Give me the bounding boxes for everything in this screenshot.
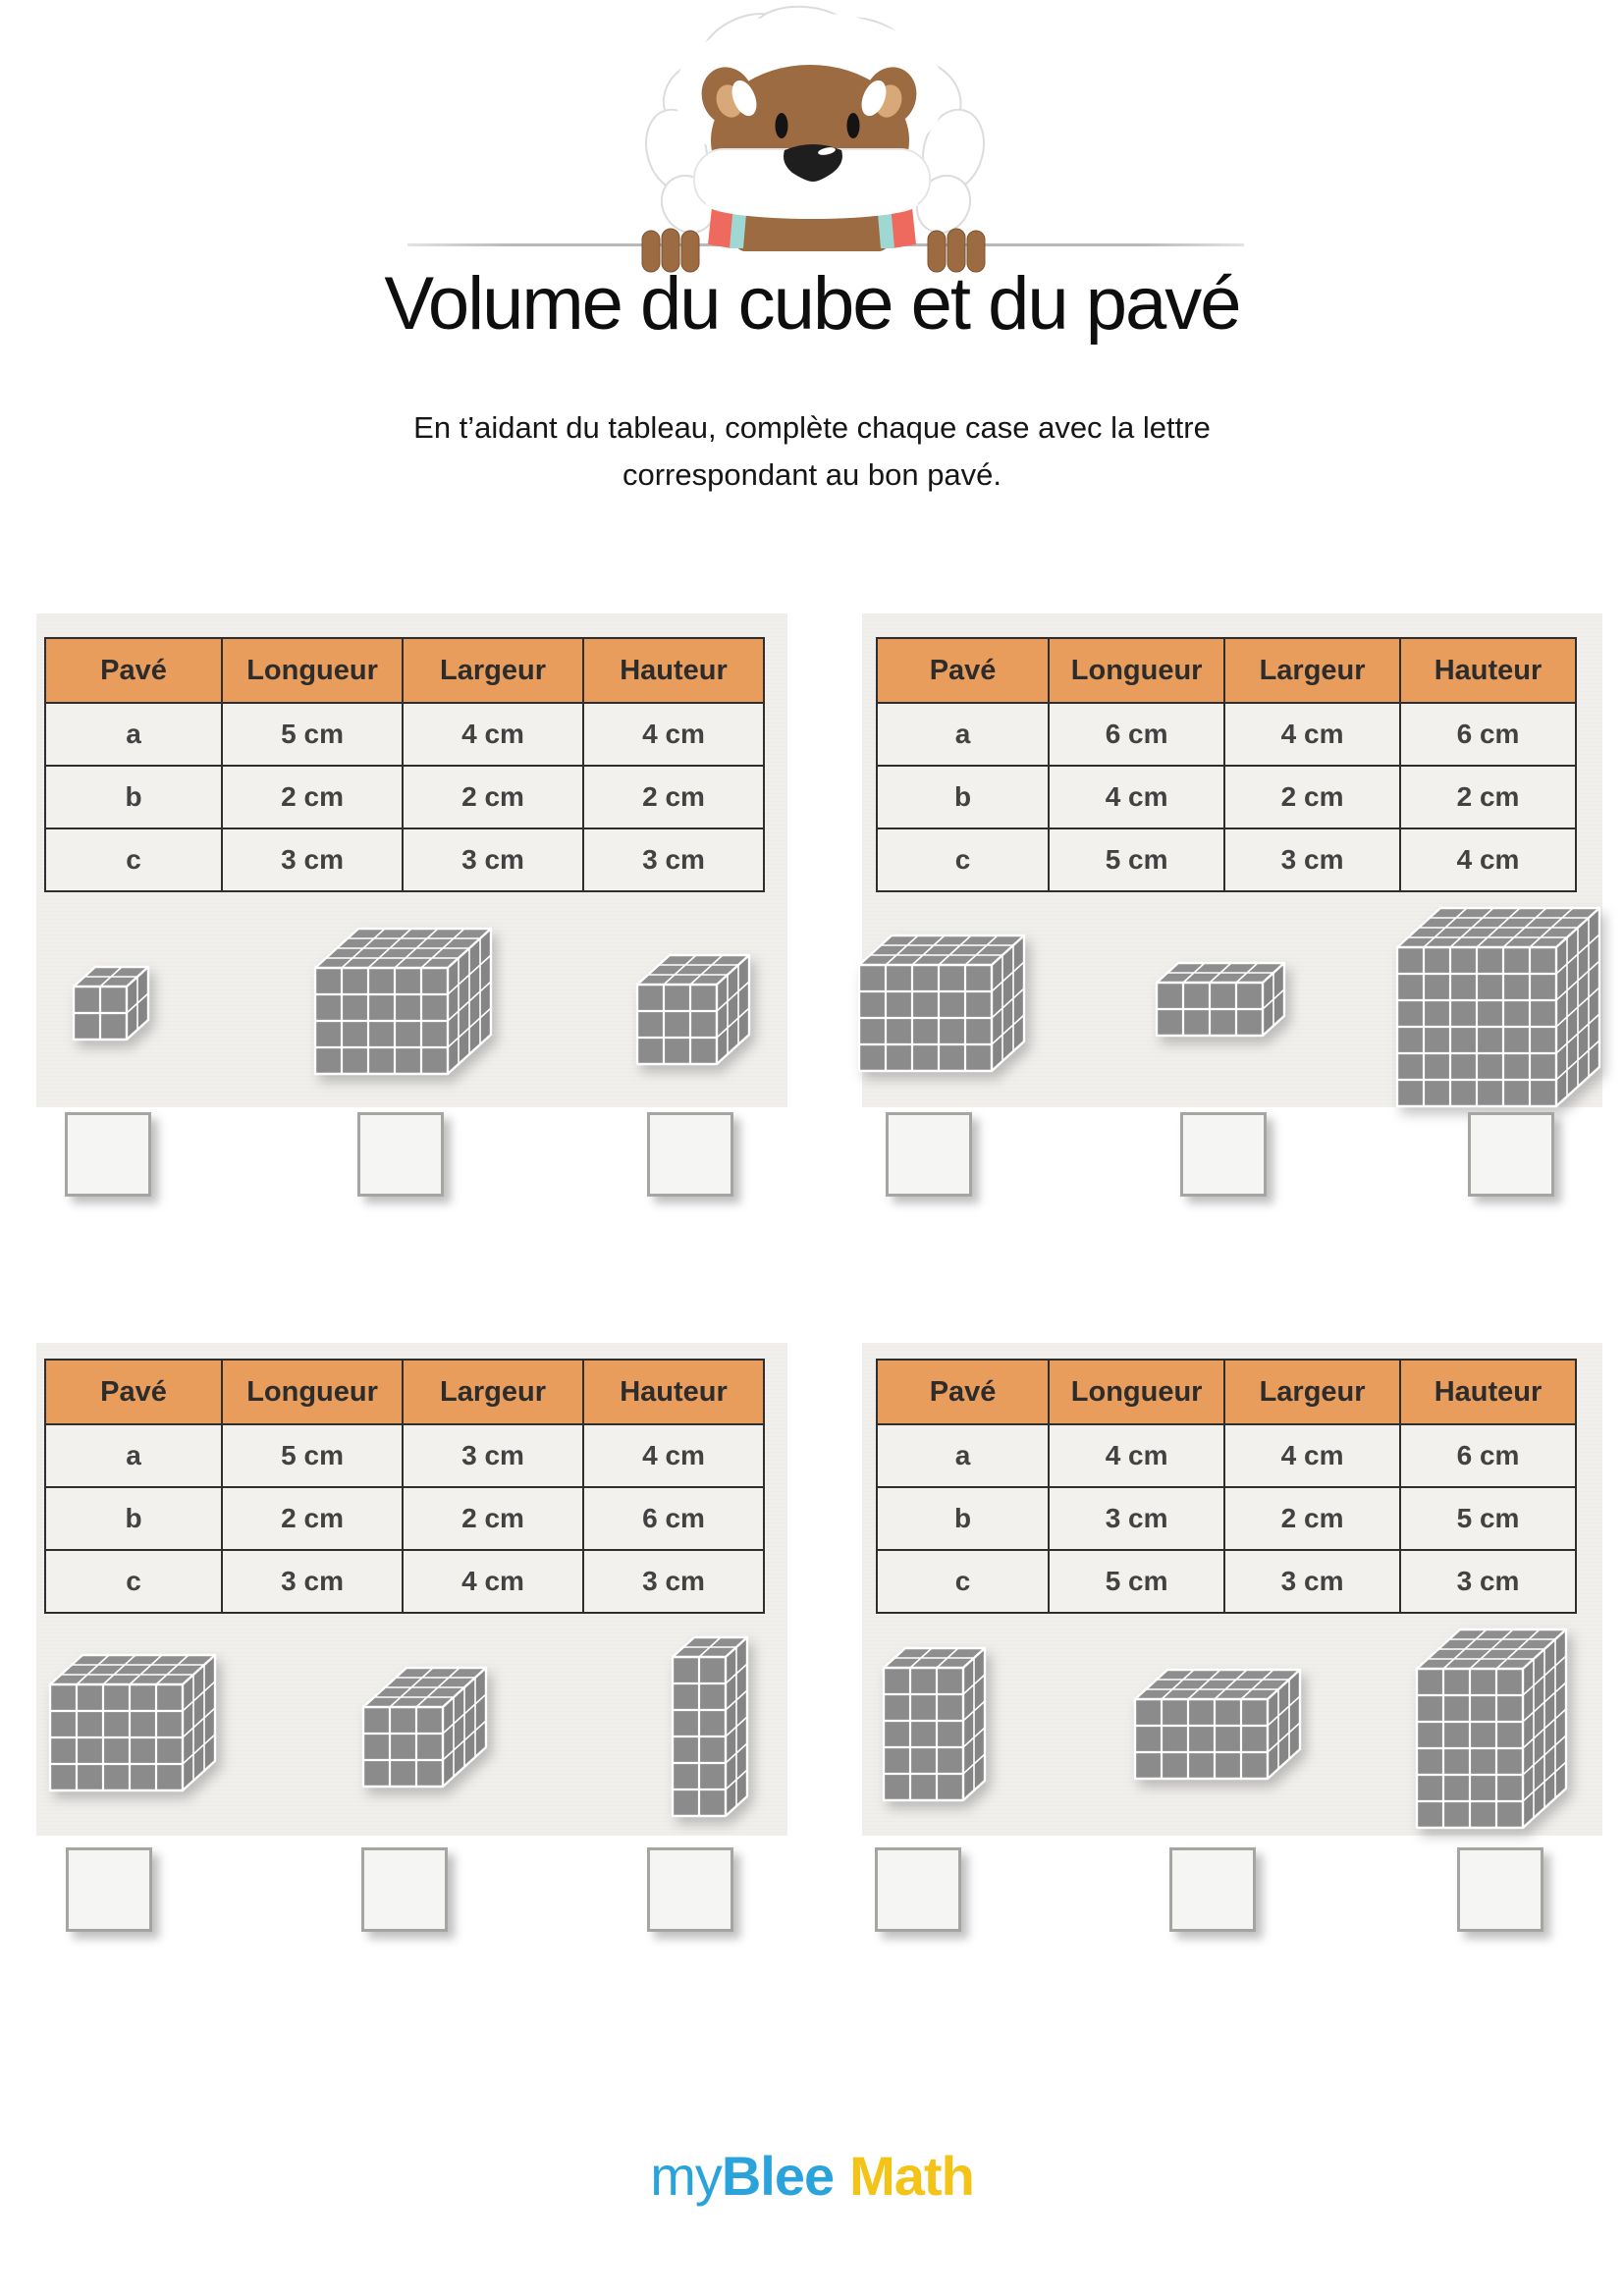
col-header-longueur: Longueur [222,638,403,703]
col-header-pave: Pavé [45,638,222,703]
largeur-value: 4 cm [1224,1424,1400,1487]
answer-box[interactable] [647,1847,733,1932]
longueur-value: 4 cm [1049,1424,1224,1487]
cuboid-figure [1154,960,1287,1039]
largeur-value: 3 cm [403,828,583,891]
answer-box[interactable] [1180,1112,1267,1197]
col-header-longueur: Longueur [1049,638,1224,703]
cuboid-figure [1394,905,1602,1109]
largeur-value: 2 cm [403,766,583,828]
answer-box[interactable] [1169,1847,1256,1932]
longueur-value: 4 cm [1049,766,1224,828]
pave-label: a [877,703,1049,766]
table-row [877,766,1576,828]
table-row [45,828,764,891]
col-header-longueur: Longueur [222,1360,403,1424]
answer-box[interactable] [1468,1112,1554,1197]
largeur-value: 3 cm [403,1424,583,1487]
table-row [877,703,1576,766]
col-header-hauteur: Hauteur [1400,638,1576,703]
table-row [45,766,764,828]
longueur-value: 3 cm [222,1550,403,1613]
dog-eye-right [847,113,860,138]
pave-label: b [877,1487,1049,1550]
col-header-longueur: Longueur [1049,1360,1224,1424]
hauteur-value: 3 cm [1400,1550,1576,1613]
cuboid-figure [881,1645,988,1803]
longueur-value: 5 cm [222,1424,403,1487]
hauteur-value: 5 cm [1400,1487,1576,1550]
pave-label: c [45,828,222,891]
answer-box[interactable] [65,1112,151,1197]
header-row [877,1360,1576,1424]
answer-box[interactable] [886,1112,972,1197]
largeur-value: 3 cm [1224,1550,1400,1613]
dimensions-table-4 [876,1359,1577,1614]
pave-label: b [45,1487,222,1550]
longueur-value: 6 cm [1049,703,1224,766]
table-row [45,703,764,766]
largeur-value: 2 cm [1224,1487,1400,1550]
dog-mascot [637,3,997,278]
hauteur-value: 6 cm [1400,703,1576,766]
hauteur-value: 6 cm [583,1487,764,1550]
cuboid-figure [856,933,1027,1074]
longueur-value: 3 cm [1049,1487,1224,1550]
cuboid-figure [360,1665,489,1789]
pave-label: b [45,766,222,828]
cuboid-figure [312,926,494,1077]
largeur-value: 4 cm [403,1550,583,1613]
hauteur-value: 4 cm [583,703,764,766]
answer-box[interactable] [1457,1847,1543,1932]
hauteur-value: 4 cm [583,1424,764,1487]
logo-my: my [650,2145,722,2207]
cuboid-figure [71,964,151,1042]
table-row [45,1424,764,1487]
hauteur-value: 6 cm [1400,1424,1576,1487]
answer-box[interactable] [66,1847,152,1932]
dimensions-table-3 [44,1359,765,1614]
largeur-value: 4 cm [1224,703,1400,766]
answer-box[interactable] [357,1112,444,1197]
col-header-pave: Pavé [877,638,1049,703]
cuboid-figure [1414,1627,1569,1831]
hauteur-value: 2 cm [1400,766,1576,828]
largeur-value: 3 cm [1224,828,1400,891]
col-header-hauteur: Hauteur [1400,1360,1576,1424]
largeur-value: 4 cm [403,703,583,766]
pave-label: a [877,1424,1049,1487]
col-header-hauteur: Hauteur [583,638,764,703]
table-row [877,1424,1576,1487]
table-row [877,828,1576,891]
longueur-value: 2 cm [222,766,403,828]
header-row [877,638,1576,703]
col-header-largeur: Largeur [403,1360,583,1424]
logo-math: Math [849,2145,974,2207]
pave-label: a [45,703,222,766]
dog-eye-left [776,113,788,138]
dog-muzzle [694,144,930,219]
col-header-pave: Pavé [45,1360,222,1424]
table-row [45,1550,764,1613]
col-header-pave: Pavé [877,1360,1049,1424]
table-row [877,1487,1576,1550]
hauteur-value: 3 cm [583,1550,764,1613]
table-row [45,1487,764,1550]
longueur-value: 5 cm [1049,1550,1224,1613]
pave-label: b [877,766,1049,828]
instructions-line2: correspondant au bon pavé. [622,457,1002,492]
pave-label: c [877,828,1049,891]
hauteur-value: 2 cm [583,766,764,828]
pave-label: a [45,1424,222,1487]
instructions-line1: En t’aidant du tableau, complète chaque case avec la lettre [413,410,1211,445]
col-header-largeur: Largeur [1224,638,1400,703]
cuboid-figure [47,1652,218,1793]
answer-box[interactable] [361,1847,448,1932]
page-title: Volume du cube et du pavé [384,262,1240,346]
dimensions-table-2 [876,637,1577,892]
answer-box[interactable] [875,1847,961,1932]
longueur-value: 3 cm [222,828,403,891]
longueur-value: 2 cm [222,1487,403,1550]
longueur-value: 5 cm [1049,828,1224,891]
table-row [877,1550,1576,1613]
hauteur-value: 4 cm [1400,828,1576,891]
myblee-math-logo [0,2144,1624,2208]
cuboid-figure [634,952,752,1067]
instructions [0,404,1624,499]
pave-label: c [45,1550,222,1613]
header-row [45,1360,764,1424]
pave-label: c [877,1550,1049,1613]
largeur-value: 2 cm [403,1487,583,1550]
header-row [45,638,764,703]
dimensions-table-1 [44,637,765,892]
answer-box[interactable] [647,1112,733,1197]
hauteur-value: 3 cm [583,828,764,891]
col-header-largeur: Largeur [403,638,583,703]
cuboid-figure [1132,1667,1303,1782]
col-header-hauteur: Hauteur [583,1360,764,1424]
col-header-largeur: Largeur [1224,1360,1400,1424]
longueur-value: 5 cm [222,703,403,766]
cuboid-figure [670,1634,750,1819]
logo-blee: Blee [721,2145,835,2207]
largeur-value: 2 cm [1224,766,1400,828]
